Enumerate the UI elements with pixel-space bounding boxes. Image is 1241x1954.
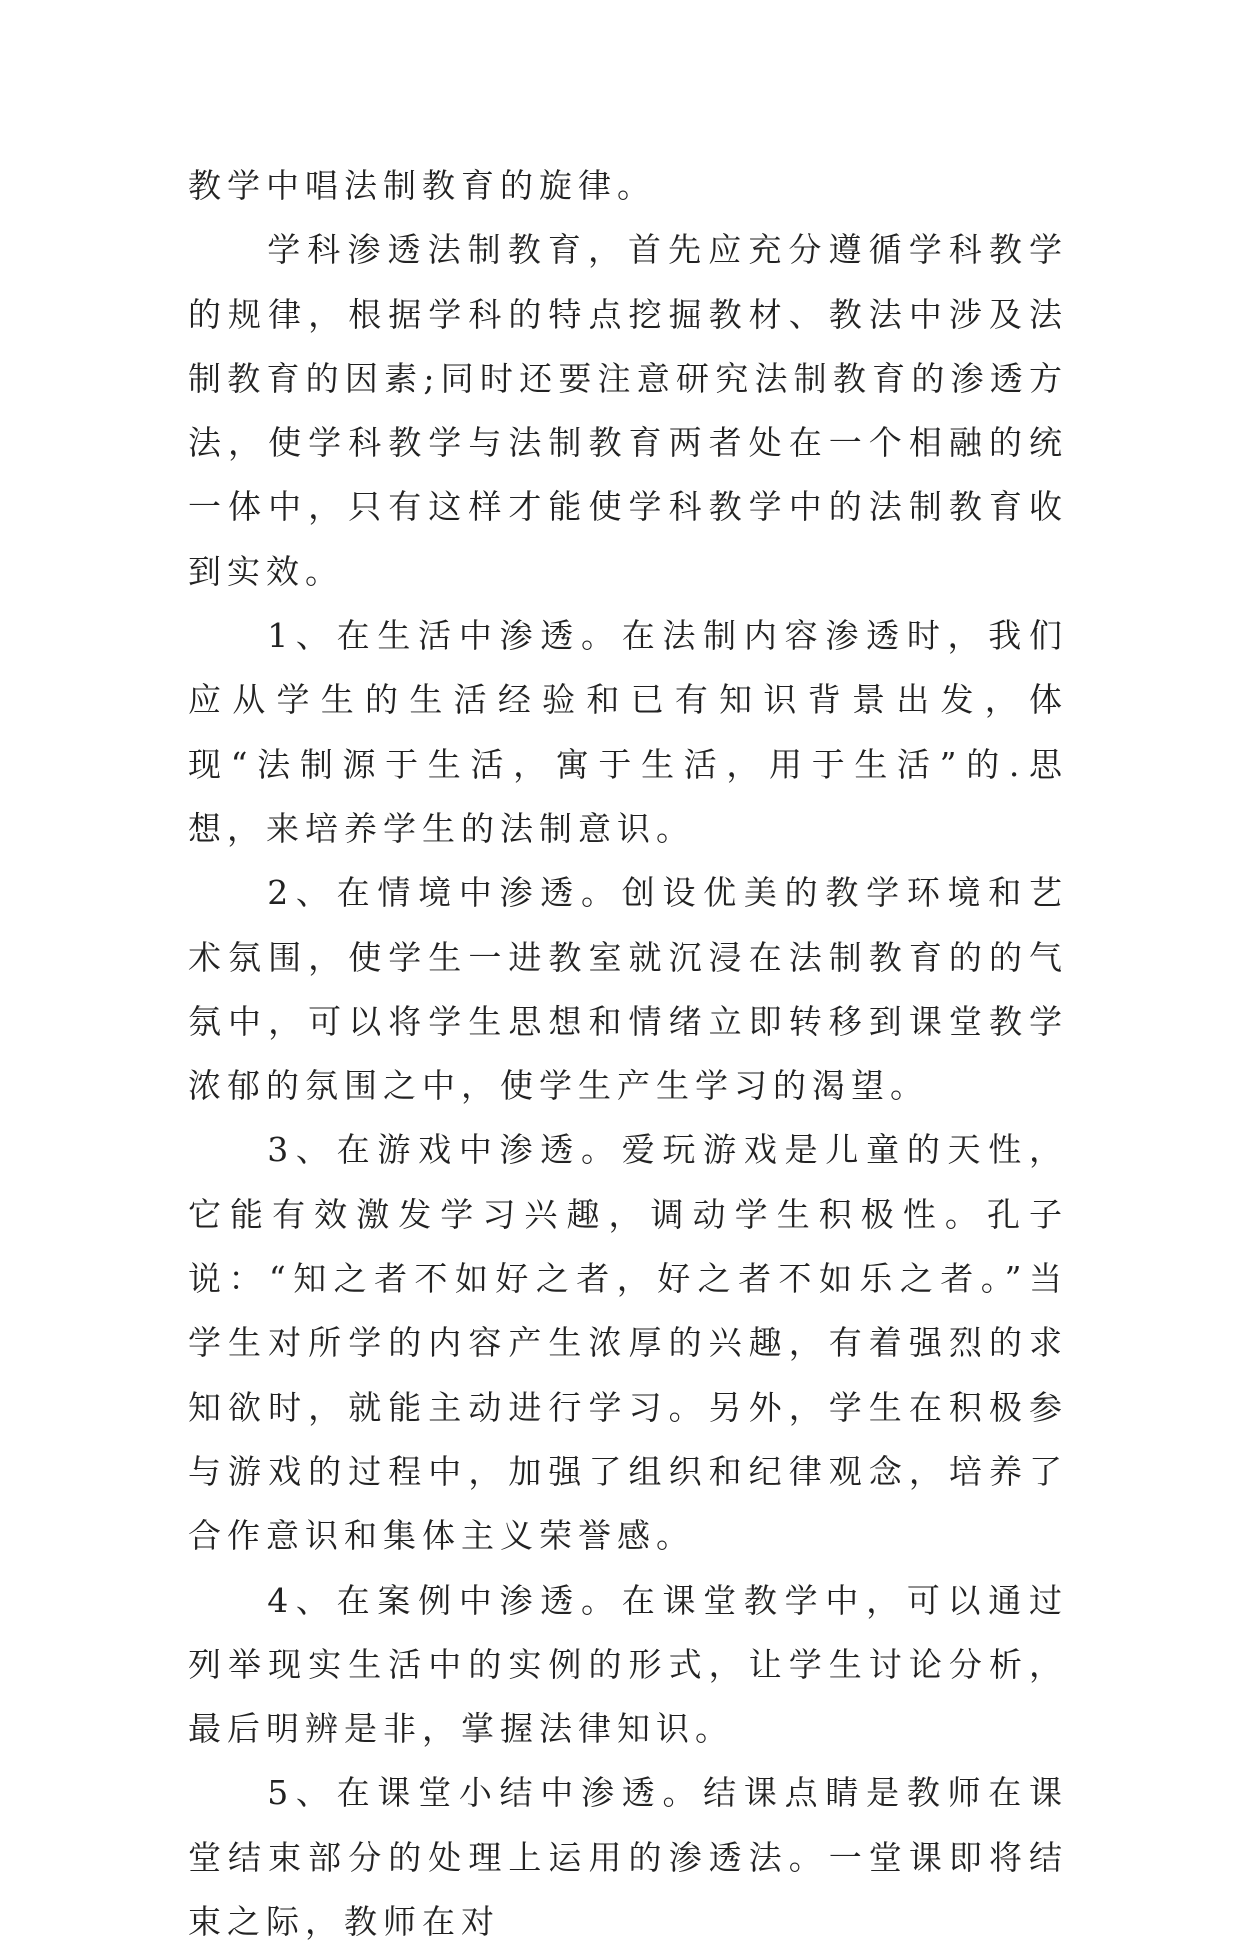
paragraph-item-5: 5、在课堂小结中渗透。结课点睛是教师在课堂结束部分的处理上运用的渗透法。一堂课即将结束之际，教师在对	[188, 1773, 1068, 1942]
paragraph-item-2: 2、在情境中渗透。创设优美的教学环境和艺术氛围，使学生一进教室就沉浸在法制教育的的气氛中，可以将学生思想和情绪立即转移到课堂教学浓郁的氛围之中，使学生产生学习的渴望。	[188, 873, 1068, 1106]
paragraph-intro: 学科渗透法制教育，首先应充分遵循学科教学的规律，根据学科的特点挖掘教材、教法中涉及法制教育的因素;同时还要注意研究法制教育的渗透方法，使学科教学与法制教育两者处在一个相融的统一体中，只有这样才能使学科教学中的法制教育收到实效。	[188, 230, 1068, 591]
paragraph-continuation: 教学中唱法制教育的旋律。	[188, 166, 656, 205]
body-text	[188, 154, 1068, 1954]
paragraph-item-3: 3、在游戏中渗透。爱玩游戏是儿童的天性，它能有效激发学习兴趣，调动学生积极性。孔子说：“知之者不如好之者，好之者不如乐之者。”当学生对所学的内容产生浓厚的兴趣，有着强烈的求知欲时，就能主动进行学习。另外，学生在积极参与游戏的过程中，加强了组织和纪律观念，培养了合作意识和集体主义荣誉感。	[188, 1130, 1068, 1556]
paragraph-item-1: 1、在生活中渗透。在法制内容渗透时，我们应从学生的生活经验和已有知识背景出发，体现“法制源于生活，寓于生活，用于生活”的.思想，来培养学生的法制意识。	[188, 616, 1068, 848]
paragraph-item-4: 4、在案例中渗透。在课堂教学中，可以通过列举现实生活中的实例的形式，让学生讨论分析，最后明辨是非，掌握法律知识。	[188, 1580, 1068, 1749]
